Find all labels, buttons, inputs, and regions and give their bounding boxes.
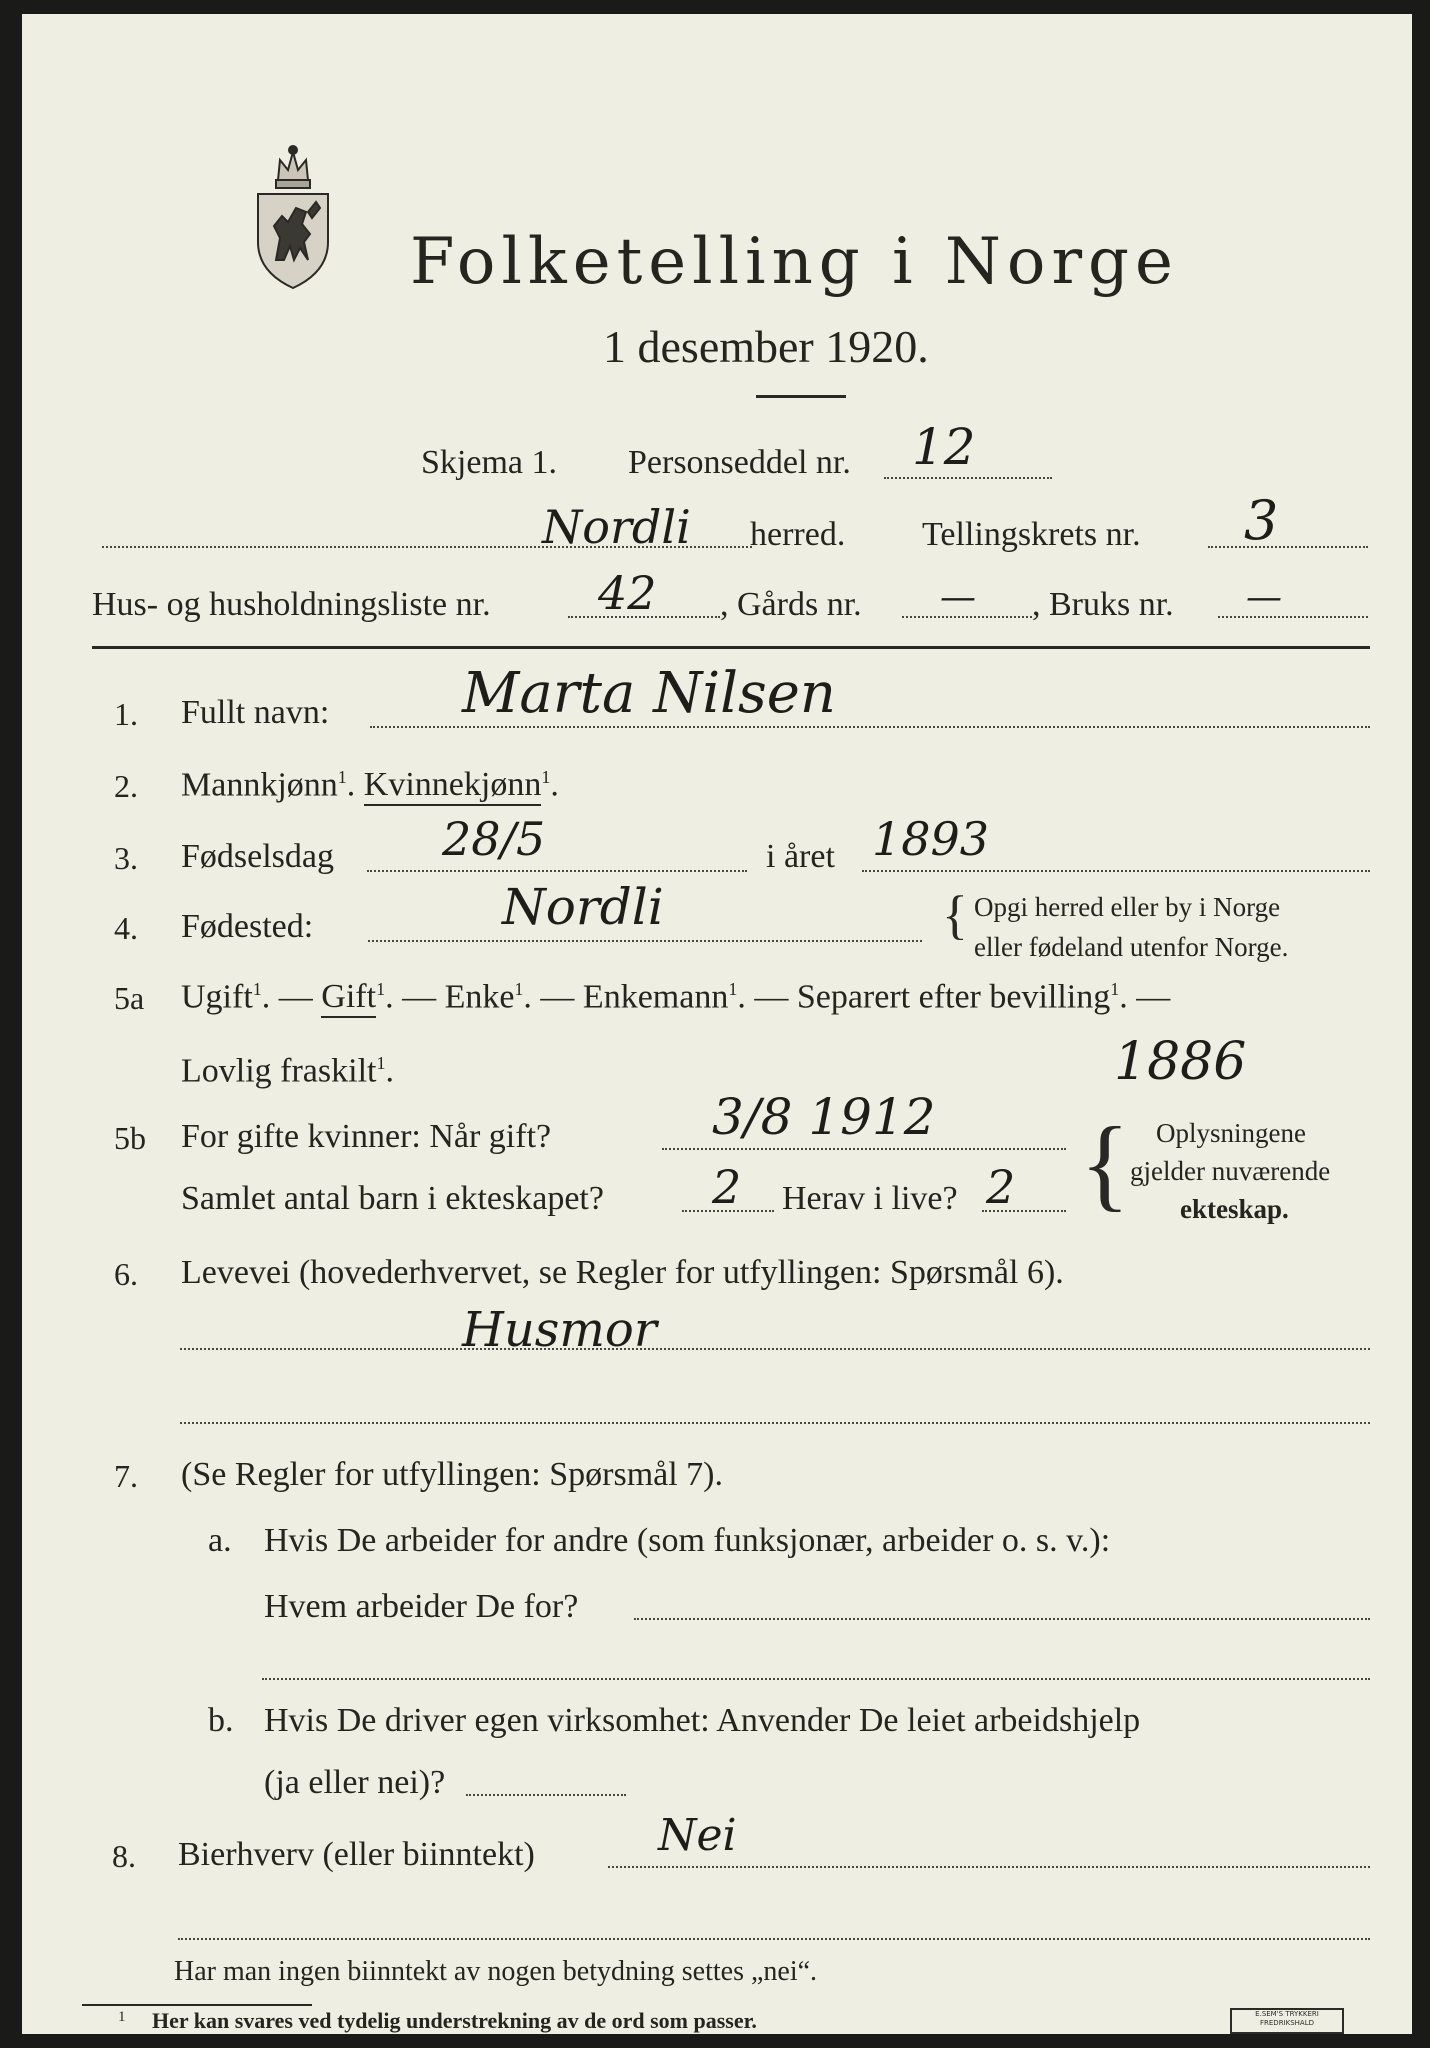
q7a-line-2 [262,1678,1370,1680]
q4-note-line2: eller fødeland utenfor Norge. [974,932,1289,962]
form-title: Folketelling i Norge [410,225,1179,299]
q5a-gift[interactable]: Gift [321,978,376,1018]
q6-value: Husmor [462,1302,657,1358]
skjema-label: Skjema 1. [421,444,557,481]
q4-line [368,940,922,942]
q5b-samlet-value: 2 [712,1160,742,1214]
q4-value: Nordli [502,878,664,936]
q2-female[interactable]: Kvinnekjønn [364,766,542,806]
gards-label: , Gårds nr. [720,586,862,623]
q5a-options: Ugift$^1$. — Gift$^1$. — Enke$^1$. — Enkemann$^1$. — Separert efter bevilling$^1$. — [181,980,1170,1014]
q5a-number: 5a [114,980,145,1016]
q5a-lovlig[interactable]: Lovlig fraskilt$^1$. [181,1052,394,1090]
q3-year-line [862,870,1370,872]
q1-line [370,726,1370,728]
q1-value: Marta Nilsen [462,661,836,726]
q2-number: 2. [114,768,138,804]
q2-male[interactable]: Mannkjønn [181,766,338,804]
q8-value: Nei [658,1810,737,1861]
q7-label: (Se Regler for utfyllingen: Spørsmål 7). [181,1456,724,1493]
q4-number: 4. [114,910,138,946]
bruks-value: — [1246,577,1282,618]
tellingskrets-value: 3 [1244,489,1279,552]
q3-value: 28/5 [442,812,546,866]
q6-label: Levevei (hovederhvervet, se Regler for utfyllingen: Spørsmål 6). [181,1254,1064,1291]
tellingskrets-line [1208,546,1368,548]
q6-line-2 [180,1422,1370,1424]
form-date: 1 desember 1920. [603,321,929,372]
personseddel-value: 12 [912,418,976,476]
header-rule [92,646,1370,649]
q5b-value: 3/8 1912 [712,1088,936,1146]
bruks-label: , Bruks nr. [1032,586,1174,623]
q8-line-2 [178,1938,1370,1940]
census-form-sheet [22,14,1412,2034]
q3-line [367,870,747,872]
q6-line-1 [180,1348,1370,1350]
q7b-question: (ja eller nei)? [264,1764,446,1801]
coat-of-arms-icon [250,142,336,292]
q5b-note-line1: Oplysningene [1156,1118,1306,1148]
q8-line-1 [608,1866,1370,1868]
title-divider [756,395,846,398]
q5a-enke[interactable]: Enke [444,978,515,1016]
footnote-text: Her kan svares ved tydelig understrekning av de ord som passer. [152,2008,757,2033]
q5b-herav-value: 2 [986,1160,1016,1214]
q5a-enkemann[interactable]: Enkemann [582,978,729,1016]
footnote-rule [82,2004,312,2006]
q3-year-value: 1893 [872,812,990,866]
q5b-line [662,1148,1066,1150]
q5b-note-line2: gjelder nuværende [1130,1156,1331,1186]
herred-value: Nordli [542,500,691,554]
q5b-herav-label: Herav i live? [782,1180,958,1217]
q7a-text: Hvis De arbeider for andre (som funksjonær, arbeider o. s. v.): [264,1522,1111,1559]
footer-note: Har man ingen biinntekt av nogen betydning settes „nei“. [174,1956,818,1987]
q8-number: 8. [112,1838,136,1874]
q5b-number: 5b [114,1120,146,1156]
gards-value: — [940,577,976,618]
q1-label: Fullt navn: [181,694,330,731]
tellingskrets-label: Tellingskrets nr. [922,516,1141,553]
hus-label: Hus- og husholdningsliste nr. [92,586,491,623]
q8-label: Bierhverv (eller biinntekt) [178,1836,535,1873]
q5b-note-brace: { [1080,1106,1130,1221]
personseddel-line [884,477,1052,479]
q1-number: 1. [114,696,138,732]
q7a-line-1 [634,1618,1370,1620]
q3-label: Fødselsdag [181,838,334,875]
hus-value: 42 [598,566,657,620]
q3-number: 3. [114,840,138,876]
q7b-text: Hvis De driver egen virksomhet: Anvender De leiet arbeidshjelp [264,1702,1141,1739]
q7-number: 7. [114,1458,138,1494]
q5a-ugift[interactable]: Ugift [181,978,253,1016]
q7b-line [466,1794,626,1796]
footnote-mark: 1 [118,2009,126,2025]
q7b-letter: b. [208,1702,234,1739]
q2-options: Mannkjønn$^1$. Kvinnekjønn$^1$. [181,768,559,802]
q4-label: Fødested: [181,908,314,945]
q5b-label: For gifte kvinner: Når gift? [181,1118,552,1155]
q4-note-line1: Opgi herred eller by i Norge [974,892,1281,922]
q7a-letter: a. [208,1522,232,1559]
q5b-note-line3: ekteskap. [1180,1194,1289,1224]
herred-label: herred. [750,516,846,553]
q3-year-label: i året [766,838,835,875]
q4-note-brace: { [942,885,968,945]
printer-stamp: E.SEM'S TRYKKERI FREDRIKSHALD [1230,2008,1344,2034]
q5a-note-value: 1886 [1114,1032,1247,1092]
q5b-samlet-label: Samlet antal barn i ekteskapet? [181,1180,604,1217]
q5a-separert[interactable]: Separert efter bevilling [796,978,1111,1016]
bruks-line [1218,616,1368,618]
personseddel-label: Personseddel nr. [628,444,851,481]
q7a-question: Hvem arbeider De for? [264,1588,579,1625]
q6-number: 6. [114,1256,138,1292]
